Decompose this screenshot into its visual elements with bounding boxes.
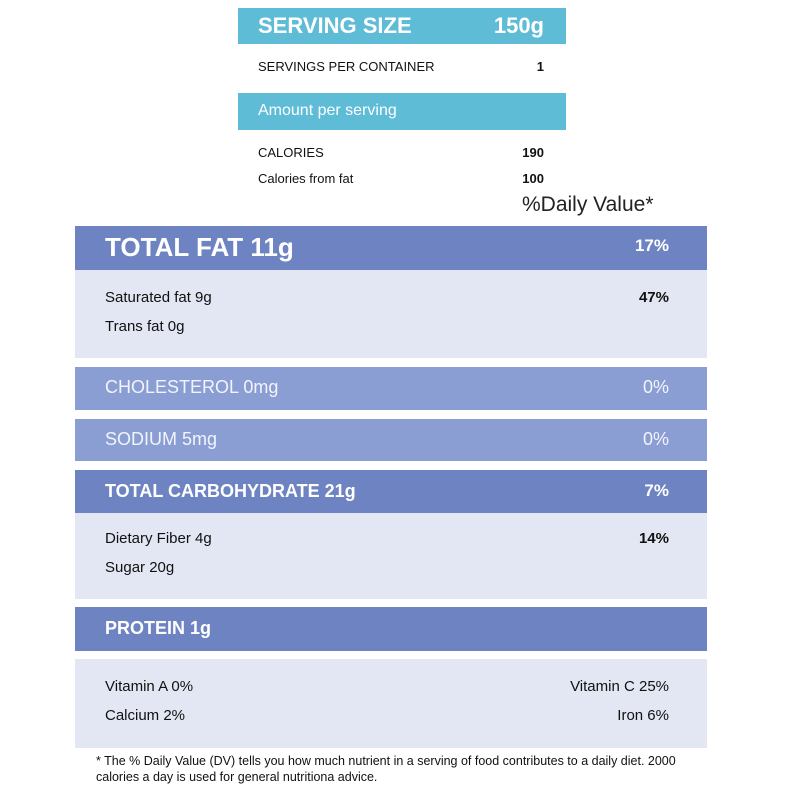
sodium-dv: 0%	[642, 429, 669, 449]
sodium-label: SODIUM 5mg	[105, 429, 218, 449]
vitamin-c-label: Vitamin C 25%	[570, 678, 669, 695]
total-fat-label: TOTAL FAT 11g	[105, 232, 294, 262]
iron-label: Iron 6%	[617, 707, 669, 724]
servings-per-container-row	[238, 56, 566, 78]
calories-label: CALORIES	[258, 145, 324, 160]
carbohydrate-details-panel	[75, 513, 707, 599]
protein-label: PROTEIN 1g	[105, 618, 212, 638]
saturated-fat-dv: 47%	[638, 289, 669, 306]
serving-size-label: SERVING SIZE	[258, 13, 412, 38]
amount-per-serving-label: Amount per serving	[258, 102, 397, 119]
fat-details-panel	[75, 270, 707, 358]
dietary-fiber-label: Dietary Fiber 4g	[105, 530, 212, 547]
calories-value: 190	[522, 145, 544, 160]
serving-size-value: 150g	[493, 13, 544, 38]
servings-per-container-label: SERVINGS PER CONTAINER	[258, 59, 435, 74]
cholesterol-row	[75, 367, 707, 410]
cholesterol-label: CHOLESTEROL 0mg	[105, 377, 279, 397]
sugar-label: Sugar 20g	[105, 559, 175, 576]
total-carbohydrate-row	[75, 470, 707, 513]
vitamins-panel	[75, 659, 707, 748]
amount-per-serving-bar	[238, 93, 566, 130]
daily-value-footnote: * The % Daily Value (DV) tells you how much nutrient in a serving of food contributes to a daily diet. 2000 calories a day is used for general nutritiona advice.	[96, 754, 676, 784]
calories-row	[238, 142, 566, 164]
calories-from-fat-label: Calories from fat	[258, 171, 354, 186]
calories-from-fat-value: 100	[522, 171, 544, 186]
saturated-fat-label: Saturated fat 9g	[105, 289, 212, 306]
trans-fat-label: Trans fat 0g	[105, 318, 185, 335]
total-fat-row	[75, 226, 707, 270]
protein-row	[75, 607, 707, 651]
vitamin-a-label: Vitamin A 0%	[105, 678, 194, 695]
total-carbohydrate-dv: 7%	[644, 481, 669, 500]
dietary-fiber-dv: 14%	[638, 530, 669, 547]
cholesterol-dv: 0%	[642, 377, 669, 397]
sodium-row	[75, 419, 707, 461]
total-carbohydrate-label: TOTAL CARBOHYDRATE 21g	[105, 481, 356, 501]
calories-from-fat-row	[238, 168, 566, 190]
serving-size-bar	[238, 8, 566, 44]
total-fat-dv: 17%	[634, 236, 669, 255]
daily-value-header: %Daily Value*	[522, 193, 654, 216]
servings-per-container-value: 1	[536, 59, 544, 74]
calcium-label: Calcium 2%	[105, 707, 186, 724]
